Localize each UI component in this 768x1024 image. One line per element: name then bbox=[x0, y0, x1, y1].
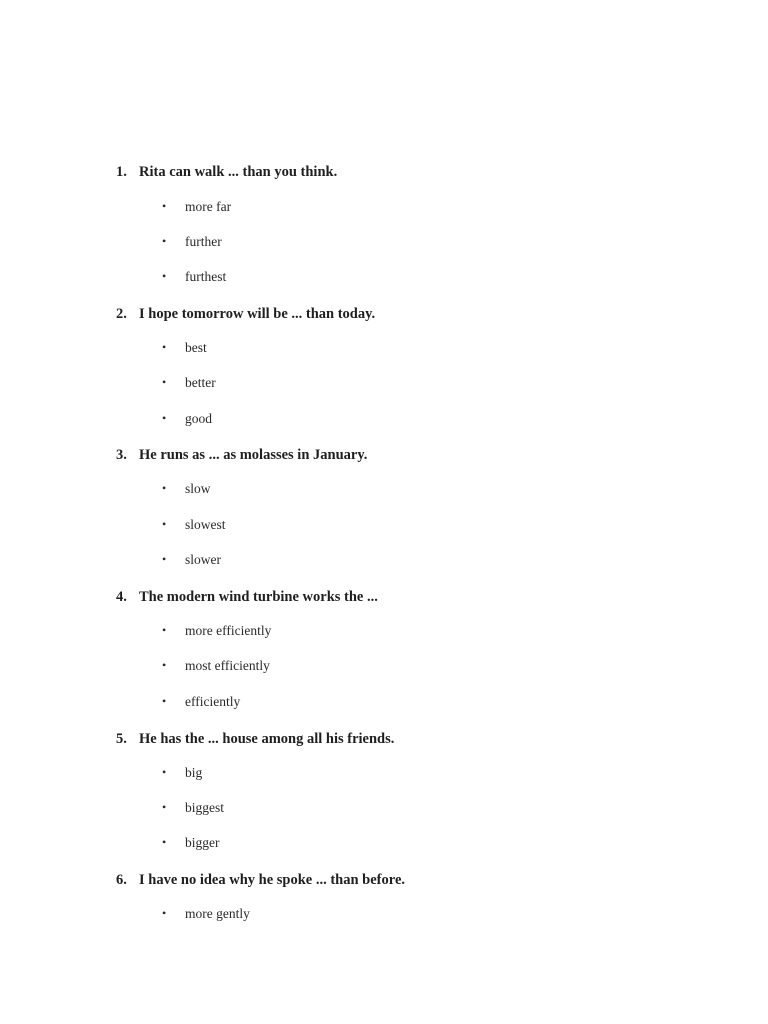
question-3 bbox=[116, 446, 367, 464]
option-text: better bbox=[185, 375, 216, 390]
bullet-icon: • bbox=[162, 800, 167, 814]
question-number: 4. bbox=[116, 589, 127, 605]
option-text: more efficiently bbox=[185, 623, 272, 638]
option-4b bbox=[162, 657, 270, 675]
option-text: best bbox=[185, 340, 207, 355]
question-text: Rita can walk ... than you think. bbox=[139, 164, 338, 180]
option-text: big bbox=[185, 765, 203, 780]
option-3a bbox=[162, 480, 211, 498]
question-4 bbox=[116, 588, 378, 606]
bullet-icon: • bbox=[162, 765, 167, 779]
question-number: 1. bbox=[116, 164, 127, 180]
option-text: slowest bbox=[185, 517, 226, 532]
option-text: good bbox=[185, 411, 212, 426]
question-number: 6. bbox=[116, 872, 127, 888]
option-1b bbox=[162, 233, 222, 251]
option-text: more gently bbox=[185, 906, 250, 921]
option-3c bbox=[162, 551, 221, 569]
question-text: I have no idea why he spoke ... than before. bbox=[139, 872, 405, 888]
option-text: further bbox=[185, 234, 222, 249]
bullet-icon: • bbox=[162, 658, 167, 672]
option-4a bbox=[162, 622, 271, 640]
bullet-icon: • bbox=[162, 835, 167, 849]
option-3b bbox=[162, 516, 226, 534]
option-text: most efficiently bbox=[185, 658, 270, 673]
bullet-icon: • bbox=[162, 375, 167, 389]
bullet-icon: • bbox=[162, 199, 167, 213]
option-2c bbox=[162, 410, 212, 428]
option-2b bbox=[162, 374, 216, 392]
option-5b bbox=[162, 799, 224, 817]
bullet-icon: • bbox=[162, 411, 167, 425]
question-text: He runs as ... as molasses in January. bbox=[139, 447, 368, 463]
bullet-icon: • bbox=[162, 517, 167, 531]
option-4c bbox=[162, 693, 240, 711]
option-1a bbox=[162, 198, 231, 216]
question-2 bbox=[116, 305, 375, 323]
bullet-icon: • bbox=[162, 906, 167, 920]
bullet-icon: • bbox=[162, 694, 167, 708]
bullet-icon: • bbox=[162, 481, 167, 495]
question-text: The modern wind turbine works the ... bbox=[139, 589, 378, 605]
question-number: 5. bbox=[116, 731, 127, 747]
question-number: 2. bbox=[116, 306, 127, 322]
bullet-icon: • bbox=[162, 269, 167, 283]
option-text: bigger bbox=[185, 835, 220, 850]
option-text: more far bbox=[185, 199, 232, 214]
option-text: slow bbox=[185, 481, 211, 496]
bullet-icon: • bbox=[162, 234, 167, 248]
option-5a bbox=[162, 764, 202, 782]
bullet-icon: • bbox=[162, 623, 167, 637]
question-number: 3. bbox=[116, 447, 127, 463]
question-5 bbox=[116, 730, 394, 748]
option-2a bbox=[162, 339, 207, 357]
option-text: efficiently bbox=[185, 694, 241, 709]
question-6 bbox=[116, 871, 405, 889]
question-text: I hope tomorrow will be ... than today. bbox=[139, 306, 376, 322]
bullet-icon: • bbox=[162, 340, 167, 354]
option-5c bbox=[162, 834, 220, 852]
question-1 bbox=[116, 163, 337, 181]
option-text: biggest bbox=[185, 800, 224, 815]
option-text: slower bbox=[185, 552, 221, 567]
bullet-icon: • bbox=[162, 552, 167, 566]
question-text: He has the ... house among all his friends. bbox=[139, 731, 395, 747]
option-1c bbox=[162, 268, 226, 286]
option-6a bbox=[162, 905, 250, 923]
option-text: furthest bbox=[185, 269, 227, 284]
